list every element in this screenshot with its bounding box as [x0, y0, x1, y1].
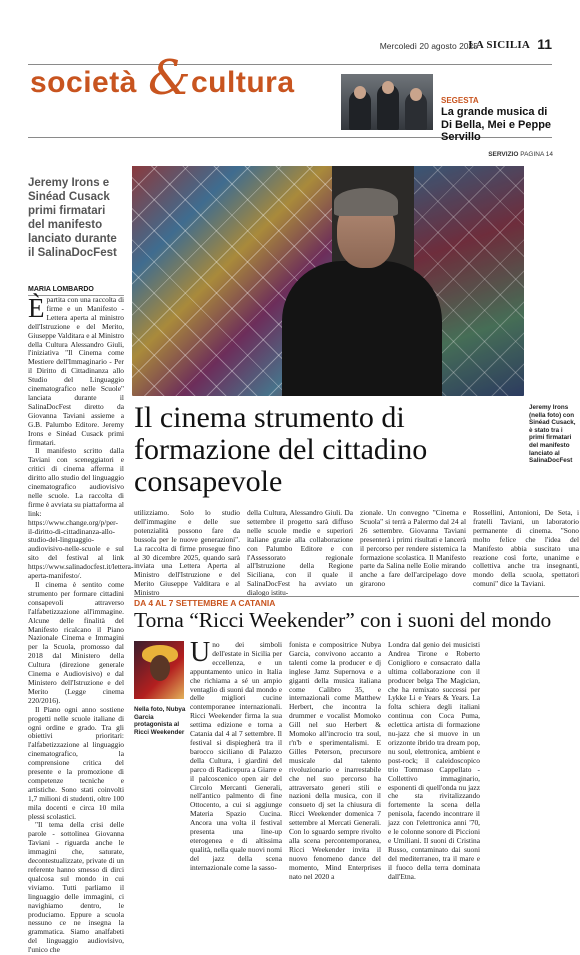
sub-article-photo[interactable] — [134, 641, 184, 699]
promo-page-ref[interactable] — [441, 151, 553, 158]
newspaper-name: LA SICILIA — [468, 39, 530, 51]
sub-article-col-2: fonista e compositrice Nubya Garcia, convivono accanto a talenti come la producer e dj inglese Jamz Supernova e a giganti della musica italiana come Calibro 35, e internazionali come Matthew Herbert, che incontra la drummer e vocalist Momoko Gill nel suo Herbert & Momoko all'incrocio tra soul, r'n'b e sperimentalismi. E Gilles Peterson, precursore musicale dal talento rivoluzionario e inarrestabile che nel suo percorso ha attraversato generi stili e nazioni della musica, con il consueto dj set la chiusura di Ricci Weekender domenica 7 settembre al Mercati Generali. Con lo sguardo sempre rivolto alla scena percontemporanea, Ricci Weekender invita il nuovo fenomeno dance del momento, Mind Enterprises nato nel 2020 a — [289, 640, 381, 881]
article-body-col-3: zionale. Un convegno "Cinema e Scuola" si terrà a Palermo dal 24 al 26 settembre. Giovanna Taviani presenterà i primi risultati e lancerà il percorso per rendere sistemica la formazione scolastica. Il Manifesto parte da Salina nelle Eolie mirando anche a fare dell'arcipelago dove girarono — [360, 508, 466, 589]
article-paragraph-5: "Il tema della crisi delle parole - sottolinea Giovanna Taviani - riguarda anche le immagini che, saturate, decontestualizzate, private di un referente hanno smesso di dirci qualcosa sul mondo in cui viviamo. Tutti parliamo il linguaggio delle immagini, ci navighiamo dentro, le produciamo. Eppure a scuola nessuno ce ne insegna la grammatica. Siamo analfabeti del linguaggio audiovisivo, l'unico che — [28, 820, 124, 955]
issue-date: Mercoledì 20 agosto 2025 — [379, 41, 478, 51]
article-paragraph-1: Èpartita con una raccolta di firme e un Manifesto - Lettera aperta al ministro dell'Istruzione e del Merito, Giuseppe Valditara e al Ministro della Cultura Alessandro Giuli, l'iniziativa "Il Cinema come Mestiere dell'Immaginario - Per il Diritto di Cittadinanza allo Studio del Linguaggio cinematografico nelle Scuole" lanciata durante il SalinaDocFest diretto da Giovanna Taviani assieme a G.B. Palumbo Editore. Jeremy Irons e Sinéad Cusack primi firmatari. — [28, 293, 124, 447]
article-column-1 — [28, 293, 134, 955]
article-paragraph-2: Il manifesto scritto dalla Taviani con sceneggiatori e critici di cinema afferma il diritto allo studio del linguaggio cinematografico audiovisivo nelle scuole. La raccolta di firme è avviata su piattaforma al link: https://www.change.org/p/per-il-diritto-di-cittadinanza-allo-studio-del-linguaggio-audiovisivo-nelle-scuole e sul sito del festival al link https://www.salinadocfest.it/lettera-aperta-manifesto/. — [28, 446, 134, 581]
sub-article-caption: Nella foto, Nubya Garcia protagonista al Ricci Weekender — [134, 706, 186, 736]
article-body-col-1: utilizziamo. Solo lo studio dell'immagine e delle sue potenzialità possono fare da bussola per le nuove generazioni". La raccolta di firme prosegue fino al 30 dicembre 2025, quando sarà inviata una Lettera Aperta al Ministro dell'Istruzione e del Merito Giuseppe Valditara e al Ministro — [134, 508, 240, 598]
promo-head-3 — [410, 88, 422, 101]
promo-title[interactable]: La grande musica di Di Bella, Mei e Peppe Servillo — [441, 106, 552, 143]
section-title-societa: società — [30, 66, 137, 99]
section-ampersand: & — [148, 50, 191, 106]
sub-article-kicker: DA 4 AL 7 SETTEMBRE A CATANIA — [134, 598, 276, 608]
article-paragraph-3: Il cinema è sentito come strumento per formare cittadini consapevoli attraverso l'alfabetizzazione all'immagine. Alcune delle finalità del Manifesto ricalcano il Piano Nazionale Cinema e Immagini per la Scuola, promosso dal 2018 dal Ministero della Cultura (direzione generale Cinema e Audiovisivo) e dal Ministero dell'Istruzione e del Merito (Legge cinema 220/2016). — [28, 580, 124, 705]
sub-article-col-1: Uno dei simboli dell'estate in Sicilia per eccellenza, e un appuntamento unico in Italia che richiama a sé un ampio ventaglio di suoni dal mondo e delle migliori cucine contemporanee internazionali. Ricci Weekender firma la sua settima edizione e torna a Catania dal 4 al 7 settembre. Il festival si dispiegherà tra il barocco siciliano di Palazzo della Cultura, i giardini del parco di Radicepura a Giarre e il palcoscenico open air del Circolo Mercanti Generali, nell'antico palmento di fine Ottocento, a cui si aggiunge Materia Spazio Cucina. Ancora una volta il festival presenta una line-up eterogenea e di altissima qualità, nella quale nuovi nomi del jazz della scena internazionale come la sasso- — [190, 637, 282, 872]
sub-article-dropcap: U — [190, 637, 211, 668]
article-deck: Jeremy Irons e Sinéad Cusack primi firmatari del manifesto lanciato durante il SalinaDocFest — [28, 177, 117, 259]
promo-head-2 — [382, 81, 394, 94]
article-byline: MARIA LOMBARDO — [28, 286, 124, 296]
article-headline: Il cinema strumento di formazione del cittadino consapevole — [134, 401, 428, 498]
promo-kicker: SEGESTA — [441, 96, 479, 105]
section-title-cultura: cultura — [191, 66, 295, 99]
article-dropcap: È — [28, 293, 45, 323]
photo-subject-hair — [334, 188, 398, 216]
page-number: 11 — [537, 36, 552, 52]
main-photo-caption: Jeremy Irons (nella foto) con Sinéad Cusack, è stato tra i primi firmatari del manifesto lanciato al SalinaDocFest — [529, 404, 576, 465]
sub-article-headline: Torna “Ricci Weekender” con i suoni del mondo — [134, 608, 552, 632]
article-body-col-4: Rossellini, Antonioni, De Seta, i fratelli Taviani, un laboratorio permanente di cinema. "Sono molto felice che l'idea del Manifesto abbia suscitato una reazione così forte, unanime e collettiva anche tra insegnanti, mondo della scuola, spettatori comuni" dice la Taviani. — [473, 508, 579, 589]
promo-ref-page: PAGINA 14 — [520, 151, 553, 158]
photo-subject-body — [282, 261, 442, 396]
article-body-col-2: della Cultura, Alessandro Giuli. Da settembre il progetto sarà diffuso nelle scuole medie e superiori italiane grazie alla collaborazione con Palumbo Editore e con l'Assessorato regionale all'Istruzione della Regione Siciliana, con il quale il SalinaDocFest ha avviato un dialogo istitu- — [247, 508, 353, 598]
promo-photo[interactable] — [341, 74, 433, 130]
promo-head-1 — [354, 86, 366, 99]
sub-article-rule — [134, 596, 579, 597]
main-photo[interactable] — [132, 166, 524, 396]
article-body-columns — [134, 509, 579, 598]
article-paragraph-4: Il Piano ogni anno sostiene progetti nelle scuole italiane di ogni ordine e grado. Tra gli obiettivi prioritari: l'alfabetizzazione al linguaggio cinematografico, la comprensione critica del presente e la promozione di competenze tecniche e artistiche. Sono stati coinvolti 1,7 milioni di studenti, oltre 100 mila docenti e circa 10 mila plessi scolastici. — [28, 704, 124, 821]
promo-ref-label: SERVIZIO — [488, 151, 519, 158]
sub-article-col-3: Londra dal genio dei musicisti Andrea Tirone e Roberto Coniglioro e consacrato dalla ultima collaborazione con il producer belga The Magician, che ha remixato successi per Lykke Li e Years & Years. La folta schiera degli italiani continua con Coca Puma, eclettica artista di formazione nu-jazz che si muove in un orizzonte ibrido tra dream pop, nu soul, elettronica, ambient e post-rock; il caleidoscopico trio Tommaso Cappellato - Collettivo immaginario, esponenti di quell'onda nu jazz che sta rivitalizzando fortemente la scena della penisola, facendo incontrare il jazz con l'elettronica anni '70, e le colonne sonore di Piccioni e Umiliani. Il suoni di Cristina Russo, contaminato dai suoni del mediterraneo, tra il mare e il fuoco della terra dominata dall'Etna. — [388, 640, 480, 881]
page-header — [28, 38, 552, 54]
sub-photo-face — [150, 655, 170, 681]
sub-article-columns — [190, 637, 579, 881]
